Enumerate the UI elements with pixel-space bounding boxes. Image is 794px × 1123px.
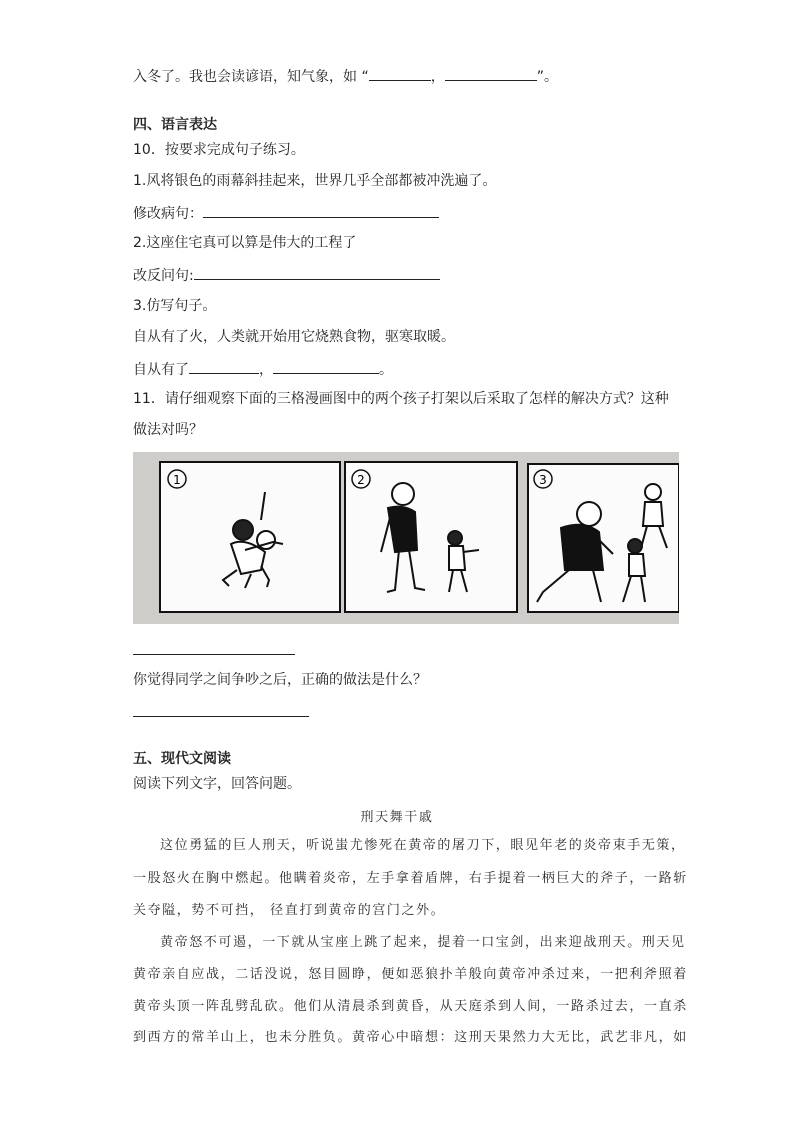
answer-blank[interactable] — [369, 66, 431, 81]
story-line: 关夺隘，势不可挡， 径直打到黄帝的宫门之外。 — [133, 903, 446, 918]
instruction-text: 阅读下列文字，回答问题。 — [133, 776, 301, 792]
answer-blank[interactable] — [203, 203, 439, 218]
panel-number: 3 — [539, 473, 547, 487]
answer-blank[interactable] — [445, 66, 537, 81]
story-line: 黄帝亲自应战，二话没说，怒目圆睁，便如恶狼扑羊般向黄帝冲杀过来，一把利斧照着 — [133, 967, 688, 982]
sentence-text: 2.这座住宅真可以算是伟大的工程了 — [133, 235, 357, 251]
answer-blank[interactable] — [189, 359, 259, 374]
answer-line — [133, 359, 393, 379]
story-line: 这位勇猛的巨人刑天，听说蚩尤惨死在黄帝的屠刀下，眼见年老的炎帝束手无策， — [160, 838, 686, 853]
panel-number: 1 — [173, 473, 181, 487]
panel-number: 2 — [357, 473, 365, 487]
answer-label: 自从有了 — [133, 362, 189, 378]
story-line: 到西方的常羊山上，也未分胜负。黄帝心中暗想：这刑天果然力大无比，武艺非凡，如 — [133, 1030, 688, 1045]
question-prompt: 10．按要求完成句子练习。 — [133, 142, 305, 158]
answer-line[interactable] — [133, 654, 295, 655]
answer-blank[interactable] — [194, 265, 440, 280]
answer-label: 修改病句： — [133, 206, 203, 222]
question-prompt: 11．请仔细观察下面的三格漫画图中的两个孩子打架以后采取了怎样的解决方式？这种 — [133, 391, 669, 407]
intro-prefix: 入冬了。我也会读谚语，知气象，如 “ — [133, 69, 369, 85]
question-prompt: 你觉得同学之间争吵之后，正确的做法是什么？ — [133, 672, 427, 688]
answer-line — [133, 265, 440, 285]
fill-end: 。 — [379, 362, 393, 378]
answer-line[interactable] — [133, 716, 309, 717]
intro-line — [133, 66, 558, 86]
comic-panel-2 — [345, 462, 517, 612]
question-prompt-cont: 做法对吗？ — [133, 422, 203, 438]
example-sentence: 自从有了火，人类就开始用它烧熟食物，驱寒取暖。 — [133, 329, 455, 345]
answer-line — [133, 203, 439, 223]
fill-comma: ， — [259, 362, 273, 378]
story-line: 黄帝怒不可遏，一下就从宝座上跳了起来，提着一口宝剑，出来迎战刑天。刑天见 — [160, 935, 686, 950]
story-title: 刑天舞干戚 — [360, 810, 434, 825]
comic-illustration — [133, 452, 679, 624]
comic-strip — [133, 452, 679, 624]
intro-comma: ， — [430, 69, 445, 85]
section-heading: 四、语言表达 — [133, 117, 217, 133]
sentence-text: 1.风将银色的雨幕斜挂起来，世界几乎全部都被冲洗遍了。 — [133, 173, 497, 189]
intro-suffix: ”。 — [536, 69, 558, 85]
answer-blank[interactable] — [273, 359, 379, 374]
sentence-text: 3.仿写句子。 — [133, 298, 217, 314]
story-line: 黄帝头顶一阵乱劈乱砍。他们从清晨杀到黄昏，从天庭杀到人间，一路杀过去，一直杀 — [133, 999, 688, 1014]
section-heading: 五、现代文阅读 — [133, 751, 231, 767]
answer-label: 改反问句: — [133, 268, 194, 284]
story-line: 一股怒火在胸中燃起。他瞒着炎帝，左手拿着盾牌，右手提着一柄巨大的斧子，一路斩 — [133, 871, 688, 886]
